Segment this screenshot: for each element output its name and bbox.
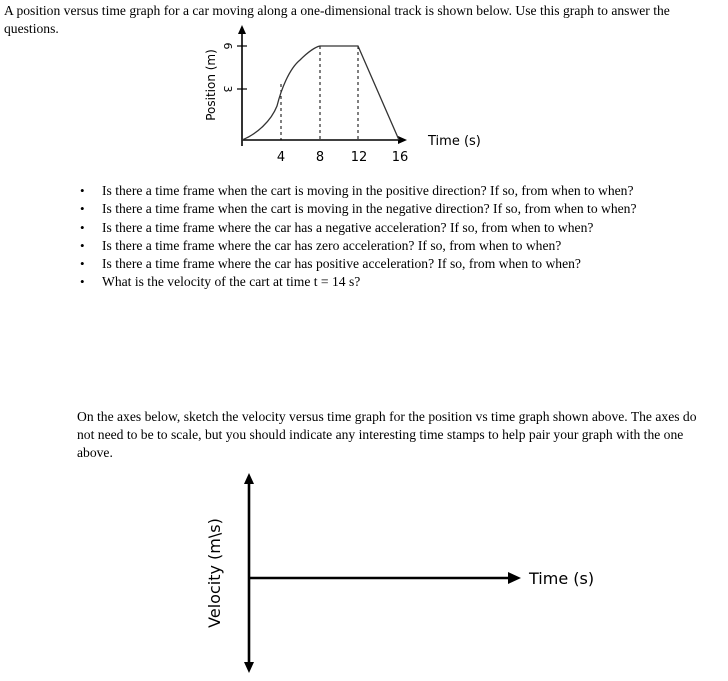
x-tick-label-8: 8: [315, 150, 325, 165]
question-item: [80, 273, 637, 291]
velocity-graph-ylabel: Velocity (m\s): [205, 518, 224, 628]
x-tick-label-4: 4: [276, 150, 286, 165]
velocity-graph-xlabel: Time (s): [529, 569, 595, 588]
question-item: [80, 182, 637, 200]
position-graph-xlabel: Time (s): [428, 134, 481, 149]
y-tick-label-3: 3: [221, 85, 234, 93]
question-text: Is there a time frame where the car has positive acceleration? If so, from when to when?: [102, 256, 581, 272]
sketch-instructions: On the axes below, sketch the velocity versus time graph for the position vs time graph shown above. The axes do not need to be to scale, but you should indicate any interesting time stamps to help pair your graph with the one above.: [77, 409, 697, 460]
bullet-icon: •: [80, 201, 85, 217]
bullet-icon: •: [80, 274, 85, 290]
question-text: Is there a time frame where the car has zero acceleration? If so, from when to when?: [102, 237, 562, 253]
position-graph-ylabel: Position (m): [204, 49, 218, 121]
velocity-x-axis-arrowhead: [508, 572, 521, 584]
bullet-icon: •: [80, 219, 85, 235]
question-text: Is there a time frame when the cart is moving in the negative direction? If so, from when to when?: [102, 201, 637, 217]
velocity-y-axis-up-arrowhead: [244, 473, 254, 484]
question-list: [80, 182, 637, 292]
velocity-y-axis-down-arrowhead: [244, 662, 254, 673]
question-item: [80, 237, 637, 255]
question-item: [80, 255, 637, 273]
x-tick-label-12: 12: [350, 150, 368, 165]
bullet-icon: •: [80, 183, 85, 198]
question-item: [80, 200, 637, 218]
bullet-icon: •: [80, 256, 85, 272]
position-time-graph: [195, 24, 495, 174]
question-text: Is there a time frame when the cart is moving in the positive direction? If so, from when to when?: [102, 183, 634, 198]
x-tick-label-16: 16: [391, 150, 409, 165]
intro-text: A position versus time graph for a car moving along a one-dimensional track is shown below. Use this graph to answer the questions.: [4, 3, 670, 36]
bullet-icon: •: [80, 237, 85, 253]
question-item: [80, 219, 637, 237]
question-text: Is there a time frame where the car has a negative acceleration? If so, from when to when?: [102, 219, 594, 235]
position-x-axis-arrowhead: [398, 136, 407, 144]
y-tick-label-6: 6: [221, 42, 234, 50]
position-y-axis-arrowhead: [238, 25, 246, 34]
velocity-time-axes: [195, 468, 615, 678]
question-text: What is the velocity of the cart at time t = 14 s?: [102, 274, 361, 290]
